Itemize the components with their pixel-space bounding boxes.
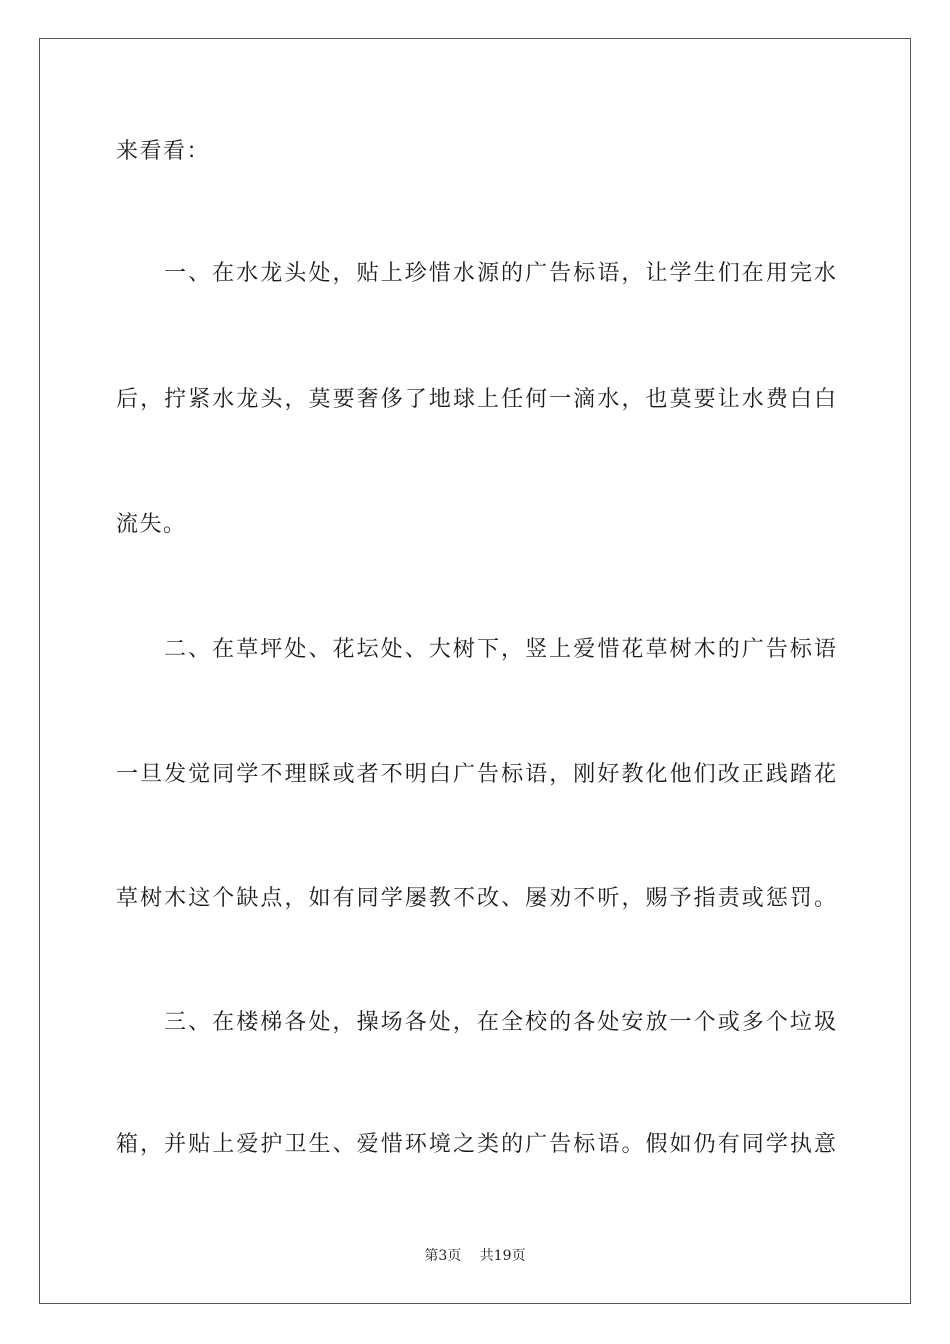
text-line-7: 草树木这个缺点，如有同学屡教不改、屡劝不听，赐予指责或惩罚。 — [116, 886, 836, 911]
page-number-current: 第3页 — [424, 1248, 462, 1264]
text-line-3: 后，拧紧水龙头，莫要奢侈了地球上任何一滴水，也莫要让水费白白 — [116, 387, 836, 412]
text-line-6: 一旦发觉同学不理睬或者不明白广告标语，刚好教化他们改正践踏花 — [116, 762, 836, 787]
page-number-total: 共19页 — [479, 1248, 526, 1264]
page-frame — [39, 38, 911, 1304]
text-line-9: 箱，并贴上爱护卫生、爱惜环境之类的广告标语。假如仍有同学执意 — [116, 1132, 836, 1157]
text-line-2: 一、在水龙头处，贴上珍惜水源的广告标语，让学生们在用完水 — [164, 261, 836, 286]
text-line-5: 二、在草坪处、花坛处、大树下，竖上爱惜花草树木的广告标语 — [164, 637, 836, 662]
page-footer — [0, 1247, 950, 1265]
text-line-1: 来看看： — [116, 139, 211, 164]
text-line-8: 三、在楼梯各处，操场各处，在全校的各处安放一个或多个垃圾 — [164, 1010, 836, 1035]
text-line-4: 流失。 — [116, 512, 187, 537]
